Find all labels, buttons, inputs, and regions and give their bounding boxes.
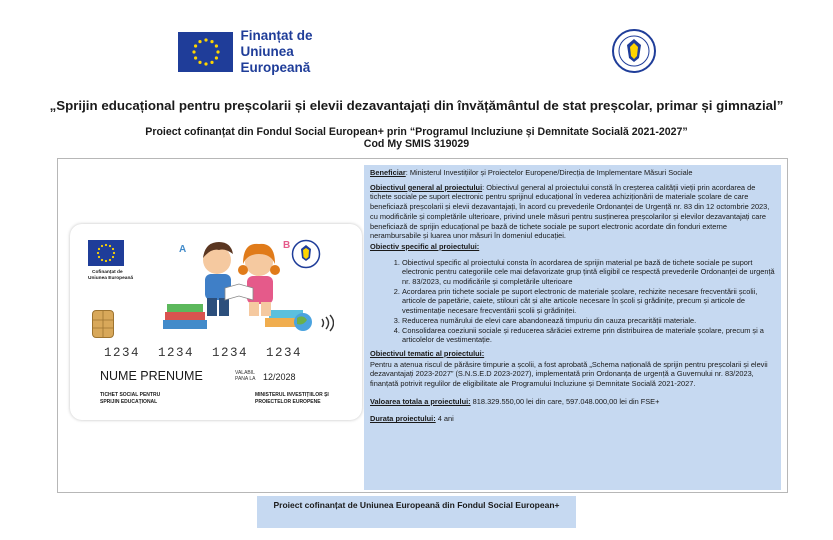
eu-logo-line2: Uniunea Europeană [240, 44, 311, 75]
valid-until-date: 12/2028 [263, 372, 296, 382]
card-government-seal-icon [291, 239, 321, 269]
project-info-panel [364, 165, 781, 490]
eu-funding-logo [178, 30, 364, 74]
card-ministry-label [255, 392, 329, 406]
svg-text:A: A [179, 244, 187, 255]
list-item: 4. Consolidarea coeziunii sociale și reducerea sărăciei extreme prin distribuirea de materiale școlare, precum și a articolelor de vestimentație. [402, 326, 775, 345]
page-title: „Sprijin educațional pentru preșcolarii și elevii dezavantajați din învățământul de stat preșcolar, primar și gimnazial” [49, 98, 784, 113]
obj-tematic-label: Obiectivul tematic al proiectului: [370, 348, 485, 358]
list-item: 2. Acordarea prin tichete sociale pe suport electronic de materiale școlare, rechizite necesare frecventării școlii, articole de papetărie, caiete, stilouri cât și alte articole necesare în școli și grădinițe, precum și articole de vestimentație necesare frecventării școlii și grădiniței. [402, 287, 775, 316]
card-eu-text-line2: Uniunea Europeană [88, 276, 134, 281]
card-ticket-line2: SPRIJIN EDUCAȚIONAL [100, 399, 158, 405]
valid-until-label [235, 370, 255, 382]
card-number-group-1: 1234 [104, 346, 141, 360]
obj-general-paragraph [370, 183, 775, 241]
footer-cofinancing-note: Proiect cofinanțat de Uniunea Europeană din Fondul Social European+ [257, 496, 576, 528]
obj-tematic-text: Pentru a atenua riscul de părăsire timpurie a școlii, a fost aprobată „Schema națională de sprijin pentru preșcolarii și elevii dezavantajați 2023-2027” (S.N.S.E.D 2023-2027), implementată prin Ordonanța de urgență a Guvernului nr. 83/2023, finanțată potrivit regulilor de eligibilitate ale Programului Incluziune și Demnitate Socială 2021-2027. [370, 359, 768, 389]
svg-text:B: B [283, 240, 291, 251]
list-item: 1. Obiectivul specific al proiectului consta în acordarea de sprijin material pe bază de tichete sociale pe suport electronic pentru categoriile cele mai defavorizate grup țintă eligibil ce respectă prevederile Ordonanței de urgență nr. 83/2023, cu modificările și completările ulterioare [402, 258, 775, 287]
eu-flag-icon [88, 240, 124, 266]
obj-general-text: : Obiectivul general al proiectului constă în creșterea calității vieții prin acordarea de tichete sociale pe suport electronic pentru sprijinul educațional în vederea achiziționării de materiale școlare de care beneficiază preșcolarii și elevii dezavantajați, în acord cu prevederile Ordonanței de Urgență nr. 83 din 12 octombrie 2023, cu modificările și completările ulterioare, privind unele măsuri pentru susținerea preșcolarilor și elevilor dezavantajați care beneficiază de sprijin educațional pe bază de tichete sociale pe suport electronic acordate din fonduri externe nerambursabile și luarea unor măsuri în domeniul educației. [370, 182, 770, 241]
card-ministry-line2: PROIECTELOR EUROPENE [255, 399, 321, 405]
romanian-government-seal-icon [611, 28, 657, 74]
eu-flag-icon [178, 32, 233, 72]
subtitle-line2: Cod My SMIS 319029 [363, 138, 470, 150]
specific-objectives-list [388, 258, 775, 345]
card-holder-name: NUME PRENUME [100, 369, 203, 383]
contactless-icon [320, 314, 334, 335]
valoare-label: Valoarea totala a proiectului: [370, 396, 471, 406]
valoare-text: 818.329.550,00 lei din care, 597.048.000,00 lei din FSE+ [470, 396, 660, 406]
card-ministry-line1: MINISTERUL INVESTIȚIILOR ȘI [255, 392, 329, 398]
beneficiar-paragraph [370, 168, 775, 178]
obj-tematic-heading [370, 349, 775, 359]
subtitle-line1: Proiect cofinanțat din Fondul Social European+ prin “Programul Incluziune și Demnitate Socială 2021-2027” [145, 126, 688, 138]
card-eu-text-line1: Cofinanțat de [92, 270, 123, 275]
durata-label: Durata proiectului: [370, 414, 436, 424]
eu-logo-line1: Finanțat de [240, 28, 313, 43]
valid-label-line1: VALABIL [235, 370, 255, 376]
card-ticket-label [100, 392, 160, 406]
card-number-group-4: 1234 [266, 346, 303, 360]
durata-paragraph [370, 414, 775, 424]
beneficiar-text: : Ministerul Investițiilor și Proiectelor Europene/Direcția de Implementare Măsuri Sociale [405, 168, 693, 177]
card-number-group-2: 1234 [158, 346, 195, 360]
card-ticket-line1: TICHET SOCIAL PENTRU [100, 392, 161, 398]
subtitle [0, 126, 833, 150]
card-eu-text [88, 270, 148, 282]
beneficiar-label: Beneficiar [370, 168, 406, 177]
chip-icon [92, 310, 114, 338]
valid-label-line2: PANA LA [235, 376, 256, 382]
obj-specific-label: Obiectiv specific al proiectului: [370, 241, 480, 251]
obj-specific-heading [370, 242, 775, 252]
obj-general-label: Obiectivul general al proiectului [370, 182, 483, 192]
list-item: 3. Reducerea numărului de elevi care abandonează timpuriu din cauza precarității materiale. [402, 316, 775, 326]
social-ticket-card [70, 224, 362, 420]
card-number-group-3: 1234 [212, 346, 249, 360]
valoare-paragraph [370, 397, 775, 407]
durata-text: 4 ani [435, 414, 454, 424]
